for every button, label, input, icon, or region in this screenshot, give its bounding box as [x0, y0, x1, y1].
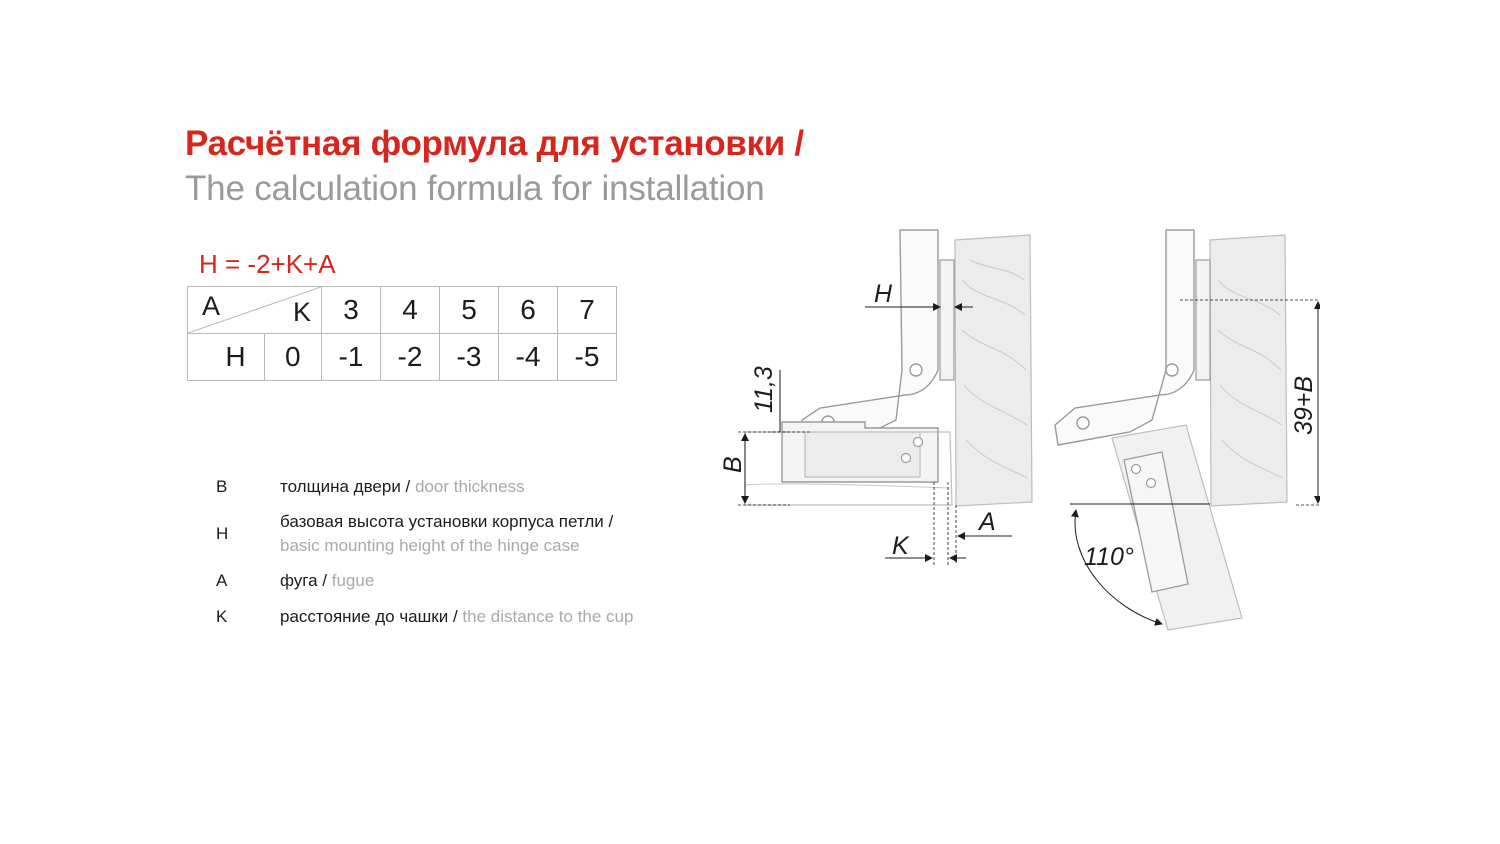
label-angle: 110°	[1084, 543, 1134, 571]
legend-item	[208, 604, 728, 630]
hinge-arm-open	[1055, 230, 1194, 445]
table-h-label: H	[188, 334, 265, 381]
legend-symbol: K	[216, 607, 228, 626]
legend-en: door thickness	[414, 477, 525, 496]
table-row-h	[188, 334, 617, 381]
mounting-plate-open	[1196, 260, 1210, 380]
table-h-cell: -2	[381, 334, 440, 381]
label-k: K	[892, 532, 909, 560]
formula: H = -2+K+A	[199, 249, 336, 279]
cup-screw	[902, 454, 911, 463]
legend-separator: /	[603, 512, 614, 531]
cabinet-wall	[955, 235, 1032, 506]
legend-text	[280, 510, 660, 558]
legend-separator: /	[400, 477, 415, 496]
legend-ru: фуга	[280, 571, 318, 590]
dimension-b	[719, 432, 790, 505]
label-a: A	[979, 508, 996, 536]
table-k-cell: 5	[440, 287, 499, 334]
height-table	[187, 286, 617, 381]
table-k-cell: 6	[499, 287, 558, 334]
label-cup-depth: 11,3	[750, 366, 778, 413]
cup-screw	[914, 438, 923, 447]
legend-symbol: A	[216, 571, 228, 590]
legend-text	[280, 605, 633, 629]
table-h-cell: -1	[322, 334, 381, 381]
arm-screw	[910, 364, 922, 376]
legend-item	[208, 510, 728, 558]
corner-k-label: K	[292, 297, 311, 327]
label-b: B	[719, 456, 747, 473]
title-ru: Расчётная формула для установки /	[185, 124, 804, 163]
legend-text	[280, 475, 525, 499]
door-edge	[745, 484, 950, 488]
table-h-cell: 0	[264, 334, 321, 381]
closed-hinge-drawing	[745, 230, 1032, 506]
legend-en: the distance to the cup	[462, 607, 634, 626]
hinge-diagram	[700, 220, 1320, 640]
table-k-cell: 3	[322, 287, 381, 334]
legend-text	[280, 569, 374, 593]
cup-screw-open	[1147, 479, 1156, 488]
legend-ru: расстояние до чашки	[280, 607, 449, 626]
label-height-formula: 39+B	[1290, 375, 1318, 435]
table-k-cell: 4	[381, 287, 440, 334]
hinge-arm	[802, 230, 938, 438]
legend-separator: /	[448, 607, 463, 626]
table-h-cell: -5	[558, 334, 617, 381]
cabinet-wall-right	[1210, 235, 1287, 506]
cup-screw-open	[1132, 465, 1141, 474]
legend-ru: толщина двери	[280, 477, 401, 496]
table-k-cell: 7	[558, 287, 617, 334]
table-h-cell: -3	[440, 334, 499, 381]
legend-en: fugue	[331, 571, 375, 590]
arm-screw-open	[1166, 364, 1178, 376]
legend-symbol: B	[216, 477, 228, 496]
legend-ru: базовая высота установки корпуса петли	[280, 512, 604, 531]
table-corner-cell	[188, 287, 322, 334]
title-en: The calculation formula for installation	[185, 169, 765, 208]
legend	[208, 474, 728, 630]
legend-item	[208, 568, 728, 594]
legend-symbol: H	[216, 524, 229, 543]
arm-pivot-open	[1077, 417, 1089, 429]
table-h-cell: -4	[499, 334, 558, 381]
legend-separator: /	[317, 571, 332, 590]
legend-en: basic mounting height of the hinge case	[280, 536, 580, 555]
table-row-k	[188, 287, 617, 334]
legend-item	[208, 474, 728, 500]
mounting-plate	[940, 260, 954, 380]
label-h: H	[874, 280, 893, 308]
corner-a-label: A	[202, 291, 221, 321]
